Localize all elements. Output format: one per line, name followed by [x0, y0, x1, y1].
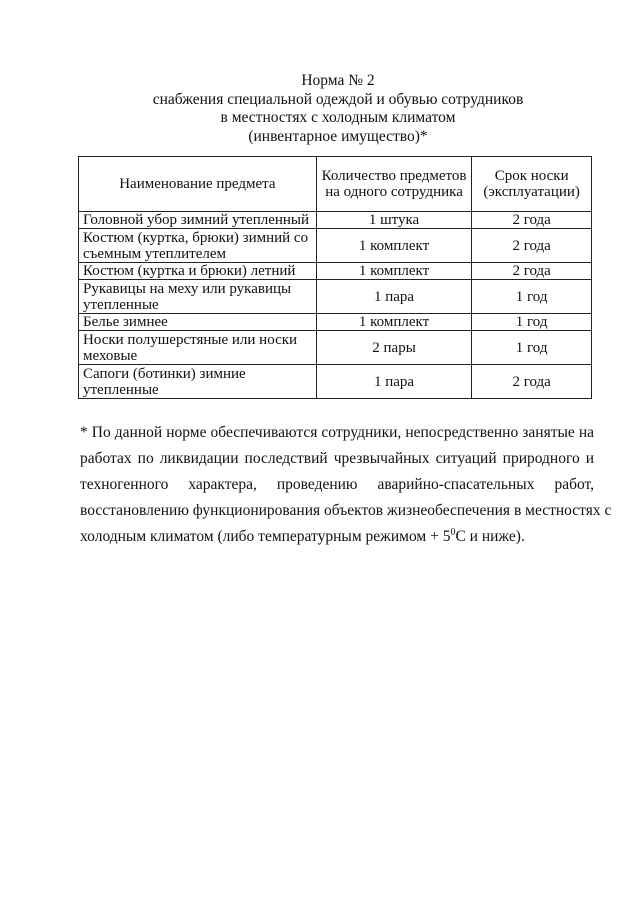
footnote-line: техногенного характера, проведению аварийно-спасательных работ, — [80, 476, 594, 493]
row-wear-term: 2 года — [472, 229, 592, 263]
row-quantity: 2 пары — [316, 331, 472, 365]
row-wear-term: 2 года — [472, 365, 592, 399]
row-wear-term: 1 год — [472, 314, 592, 331]
footnote — [80, 420, 612, 550]
row-wear-term: 2 года — [472, 212, 592, 229]
row-item-name: Носки полушерстяные или носки меховые — [79, 331, 317, 365]
row-quantity: 1 пара — [316, 280, 472, 314]
footnote-text-end: С и ниже). — [455, 528, 525, 545]
table-row — [79, 280, 592, 314]
row-item-name: Головной убор зимний утепленный — [79, 212, 317, 229]
row-item-name: Белье зимнее — [79, 314, 317, 331]
table-row — [79, 229, 592, 263]
row-item-name: Рукавицы на меху или рукавицы утепленные — [79, 280, 317, 314]
row-item-name: Костюм (куртка, брюки) зимний со съемным утеплителем — [79, 229, 317, 263]
header-wear-term: Срок носки (эксплуатации) — [472, 157, 592, 212]
table-row — [79, 365, 592, 399]
row-quantity: 1 пара — [316, 365, 472, 399]
table-row — [79, 314, 592, 331]
row-quantity: 1 комплект — [316, 263, 472, 280]
row-quantity: 1 комплект — [316, 314, 472, 331]
title-norm-number: Норма № 2 — [301, 72, 375, 89]
footnote-line: восстановлению функционирования объектов жизнеобеспечения в местностях с — [80, 502, 612, 519]
row-item-name: Костюм (куртка и брюки) летний — [79, 263, 317, 280]
row-item-name: Сапоги (ботинки) зимние утепленные — [79, 365, 317, 399]
title-subject: снабжения специальной одеждой и обувью сотрудников — [152, 90, 524, 108]
title-property-type: (инвентарное имущество)* — [248, 127, 428, 145]
header-item-name: Наименование предмета — [79, 157, 317, 212]
degree-superscript: 0 — [450, 526, 456, 538]
table-header-row — [79, 157, 592, 212]
row-wear-term: 1 год — [472, 280, 592, 314]
table-row — [79, 212, 592, 229]
footnote-line: работах по ликвидации последствий чрезвычайных ситуаций природного и — [80, 450, 594, 467]
title-region: в местностях с холодным климатом — [220, 109, 456, 126]
footnote-line: * По данной норме обеспечиваются сотрудники, непосредственно занятые на — [80, 424, 594, 441]
footnote-line-last — [80, 524, 594, 550]
footnote-text: холодным климатом (либо температурным режимом + 5 — [80, 528, 451, 545]
table-row — [79, 263, 592, 280]
row-quantity: 1 комплект — [316, 229, 472, 263]
norm-table — [78, 156, 592, 399]
row-wear-term: 2 года — [472, 263, 592, 280]
header-quantity: Количество предметов на одного сотрудника — [316, 157, 472, 212]
row-quantity: 1 штука — [316, 212, 472, 229]
document-title — [80, 72, 596, 146]
row-wear-term: 1 год — [472, 331, 592, 365]
table-row — [79, 331, 592, 365]
